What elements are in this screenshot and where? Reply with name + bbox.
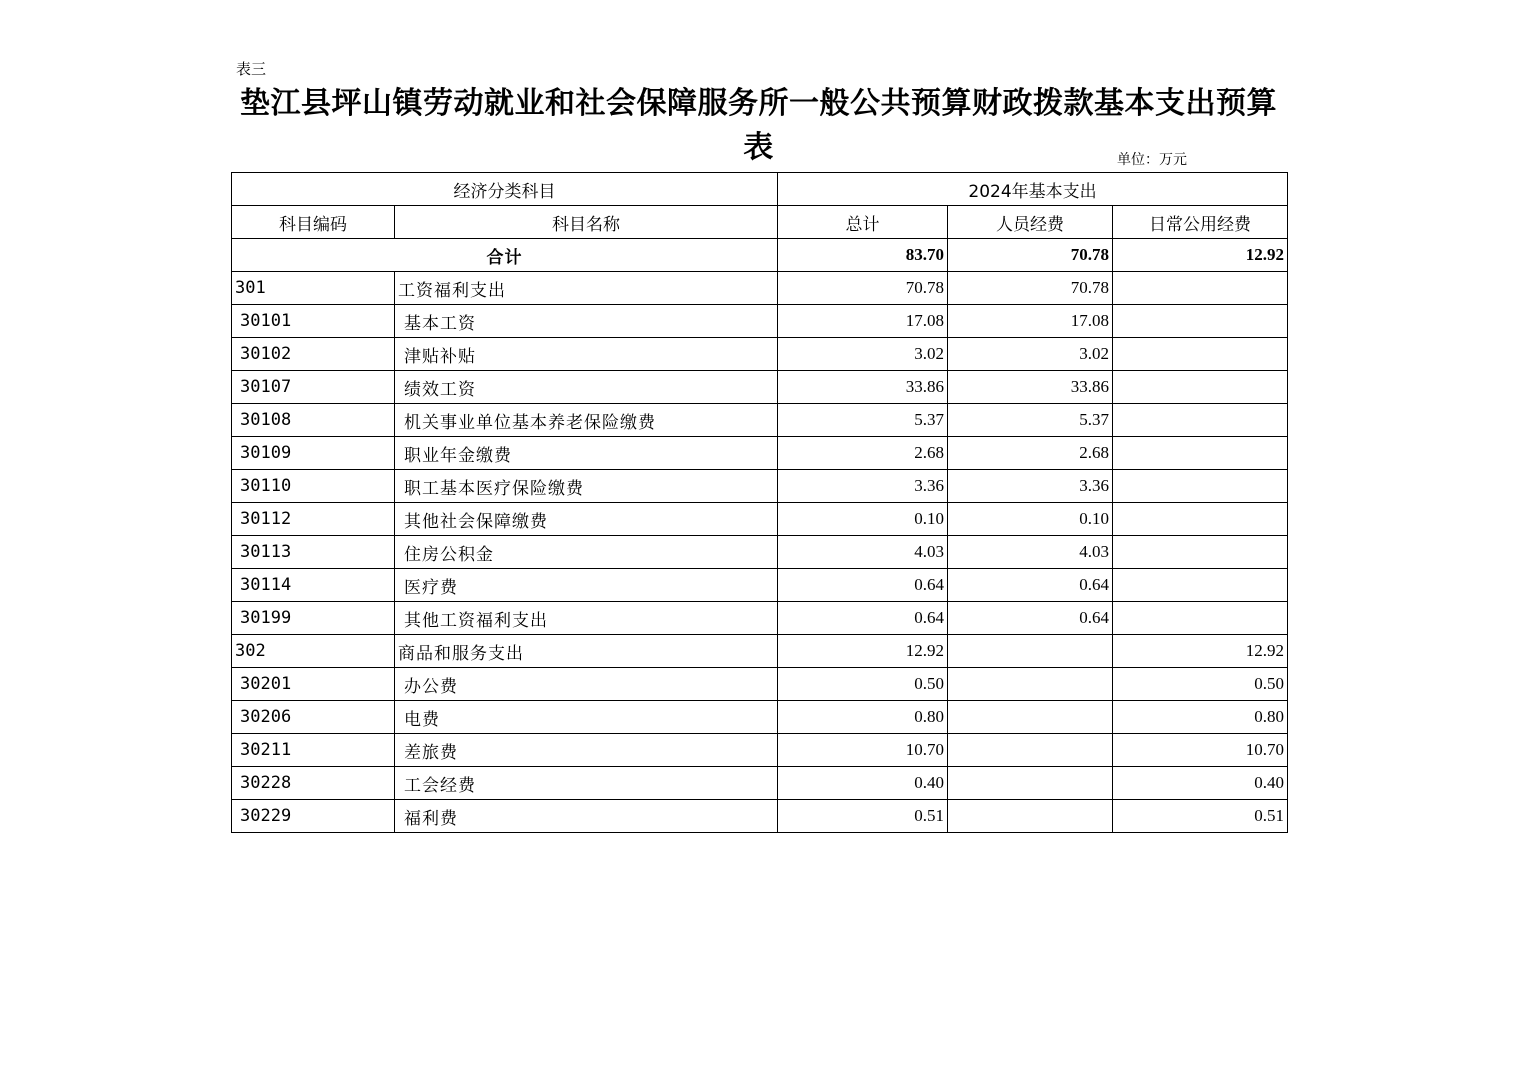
row-code: 30114: [232, 569, 395, 602]
row-name: 医疗费: [395, 569, 778, 602]
row-total: 0.80: [778, 701, 948, 734]
table-row: [232, 635, 1288, 668]
row-total: 2.68: [778, 437, 948, 470]
table-label: 表三: [236, 60, 267, 78]
row-total: 3.36: [778, 470, 948, 503]
row-total: 12.92: [778, 635, 948, 668]
table-row: [232, 404, 1288, 437]
row-total: 0.50: [778, 668, 948, 701]
row-name: 差旅费: [395, 734, 778, 767]
row-personnel: 0.64: [948, 569, 1113, 602]
table-row: [232, 536, 1288, 569]
row-public: [1113, 569, 1288, 602]
row-public: 10.70: [1113, 734, 1288, 767]
total-row: [232, 239, 1288, 272]
row-public: 0.50: [1113, 668, 1288, 701]
row-total: 4.03: [778, 536, 948, 569]
row-personnel: 0.64: [948, 602, 1113, 635]
row-public: [1113, 272, 1288, 305]
table-row: [232, 437, 1288, 470]
row-code: 30211: [232, 734, 395, 767]
row-total: 0.10: [778, 503, 948, 536]
row-total: 33.86: [778, 371, 948, 404]
row-personnel: 33.86: [948, 371, 1113, 404]
row-code: 30108: [232, 404, 395, 437]
row-total: 0.64: [778, 569, 948, 602]
budget-table: [231, 172, 1288, 833]
row-total: 3.02: [778, 338, 948, 371]
table-row: [232, 503, 1288, 536]
row-name: 其他工资福利支出: [395, 602, 778, 635]
row-personnel: [948, 668, 1113, 701]
row-name: 住房公积金: [395, 536, 778, 569]
row-code: 30110: [232, 470, 395, 503]
table-row: [232, 602, 1288, 635]
row-personnel: [948, 800, 1113, 833]
table-row: [232, 734, 1288, 767]
row-personnel: 4.03: [948, 536, 1113, 569]
row-public: [1113, 470, 1288, 503]
row-public: [1113, 305, 1288, 338]
row-name: 其他社会保障缴费: [395, 503, 778, 536]
table-row: [232, 701, 1288, 734]
row-code: 30101: [232, 305, 395, 338]
row-public: [1113, 404, 1288, 437]
row-total: 0.64: [778, 602, 948, 635]
row-name: 办公费: [395, 668, 778, 701]
row-code: 30201: [232, 668, 395, 701]
table-row: [232, 470, 1288, 503]
table-row: [232, 371, 1288, 404]
row-public: [1113, 371, 1288, 404]
header-row-2: [232, 206, 1288, 239]
row-code: 30102: [232, 338, 395, 371]
total-total: 83.70: [778, 239, 948, 272]
row-name: 工会经费: [395, 767, 778, 800]
row-public: 12.92: [1113, 635, 1288, 668]
row-personnel: 5.37: [948, 404, 1113, 437]
table-row: [232, 338, 1288, 371]
row-code: 30107: [232, 371, 395, 404]
total-personnel: 70.78: [948, 239, 1113, 272]
budget-table-body: [232, 173, 1288, 833]
row-personnel: 17.08: [948, 305, 1113, 338]
row-code: 30112: [232, 503, 395, 536]
row-total: 17.08: [778, 305, 948, 338]
row-total: 0.51: [778, 800, 948, 833]
row-public: 0.80: [1113, 701, 1288, 734]
row-name: 基本工资: [395, 305, 778, 338]
row-public: [1113, 536, 1288, 569]
unit-label: 单位：万元: [1117, 152, 1187, 168]
row-code: 30228: [232, 767, 395, 800]
row-total: 5.37: [778, 404, 948, 437]
row-public: [1113, 437, 1288, 470]
page-title: 垫江县坪山镇劳动就业和社会保障服务所一般公共预算财政拨款基本支出预算表: [240, 86, 1277, 165]
row-code: 30109: [232, 437, 395, 470]
table-row: [232, 305, 1288, 338]
row-personnel: 3.36: [948, 470, 1113, 503]
row-public: 0.40: [1113, 767, 1288, 800]
row-total: 70.78: [778, 272, 948, 305]
row-code: 30199: [232, 602, 395, 635]
row-name: 电费: [395, 701, 778, 734]
total-public: 12.92: [1113, 239, 1288, 272]
row-personnel: 70.78: [948, 272, 1113, 305]
header-personnel: 人员经费: [948, 206, 1113, 239]
row-name: 福利费: [395, 800, 778, 833]
table-row: [232, 569, 1288, 602]
row-personnel: [948, 734, 1113, 767]
row-code: 30113: [232, 536, 395, 569]
row-public: 0.51: [1113, 800, 1288, 833]
header-total: 总计: [778, 206, 948, 239]
row-public: [1113, 503, 1288, 536]
table-row: [232, 272, 1288, 305]
row-code: 30206: [232, 701, 395, 734]
row-personnel: 3.02: [948, 338, 1113, 371]
row-public: [1113, 602, 1288, 635]
row-personnel: [948, 635, 1113, 668]
row-public: [1113, 338, 1288, 371]
header-public: 日常公用经费: [1113, 206, 1288, 239]
table-row: [232, 668, 1288, 701]
row-personnel: 0.10: [948, 503, 1113, 536]
header-econ-class: 经济分类科目: [232, 173, 778, 206]
row-personnel: [948, 701, 1113, 734]
header-year-basic: 2024年基本支出: [778, 173, 1288, 206]
table-row: [232, 767, 1288, 800]
row-total: 0.40: [778, 767, 948, 800]
row-name: 职业年金缴费: [395, 437, 778, 470]
row-code: 301: [232, 272, 395, 305]
row-name: 商品和服务支出: [395, 635, 778, 668]
row-name: 机关事业单位基本养老保险缴费: [395, 404, 778, 437]
header-code: 科目编码: [232, 206, 395, 239]
row-total: 10.70: [778, 734, 948, 767]
row-personnel: 2.68: [948, 437, 1113, 470]
row-code: 30229: [232, 800, 395, 833]
row-personnel: [948, 767, 1113, 800]
row-name: 绩效工资: [395, 371, 778, 404]
header-row-1: [232, 173, 1288, 206]
row-code: 302: [232, 635, 395, 668]
row-name: 工资福利支出: [395, 272, 778, 305]
row-name: 职工基本医疗保险缴费: [395, 470, 778, 503]
total-label: 合计: [232, 239, 778, 272]
header-name: 科目名称: [395, 206, 778, 239]
row-name: 津贴补贴: [395, 338, 778, 371]
table-row: [232, 800, 1288, 833]
